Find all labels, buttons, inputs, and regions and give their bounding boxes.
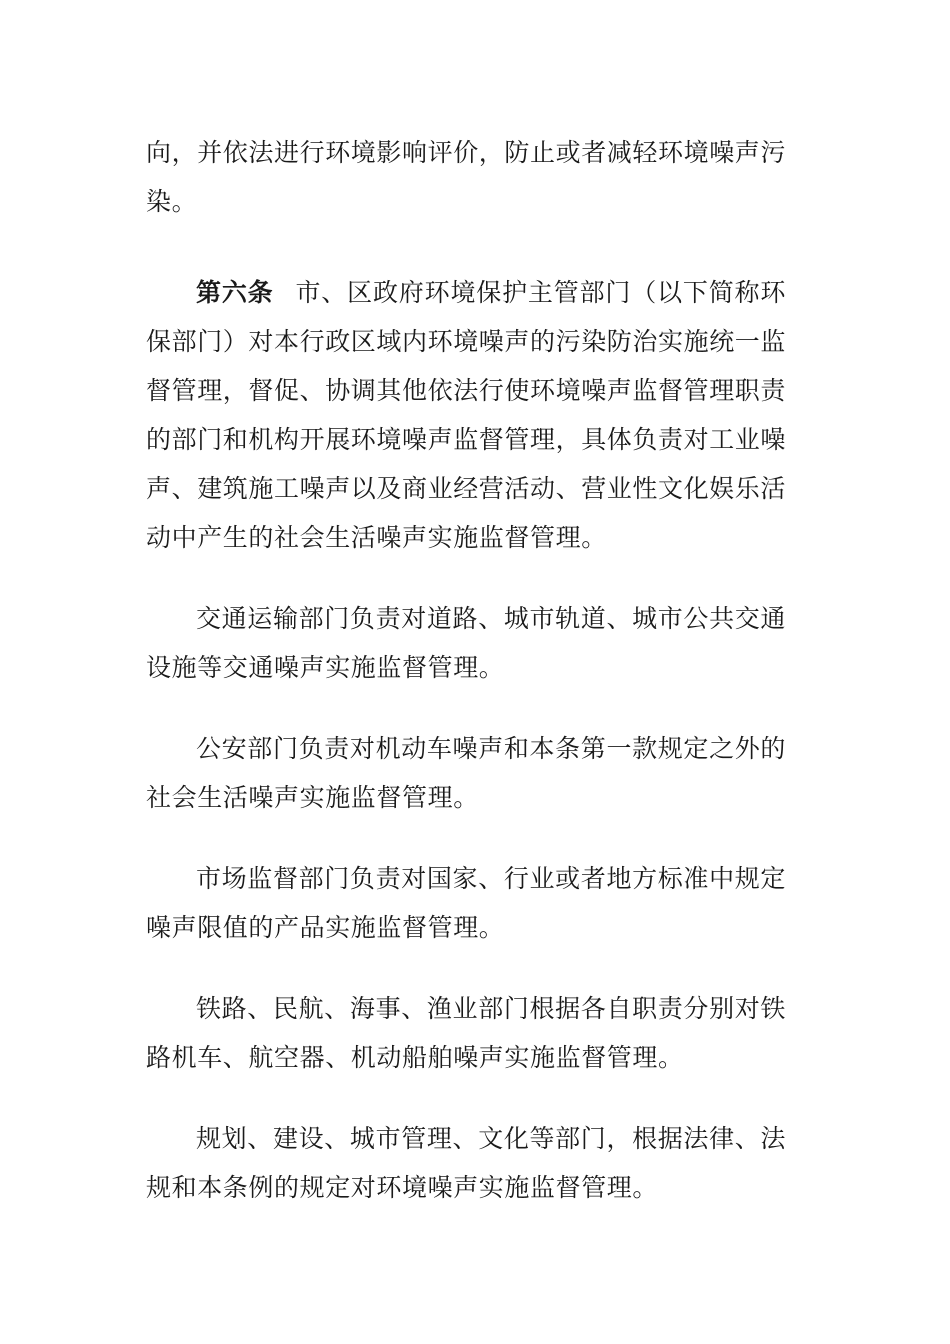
paragraph-market-supervision: 市场监督部门负责对国家、行业或者地方标准中规定噪声限值的产品实施监督管理。	[146, 864, 786, 942]
paragraph-public-security: 公安部门负责对机动车噪声和本条第一款规定之外的社会生活噪声实施监督管理。	[146, 734, 786, 812]
paragraph-continuation: 向，并依法进行环境影响评价，防止或者减轻环境噪声污染。	[146, 138, 787, 216]
document-page	[146, 128, 786, 1212]
paragraph-planning-construction: 规划、建设、城市管理、文化等部门，根据法律、法规和本条例的规定对环境噪声实施监督管理。	[146, 1124, 786, 1202]
article-six-paragraph	[146, 268, 786, 562]
paragraph-transport: 交通运输部门负责对道路、城市轨道、城市公共交通设施等交通噪声实施监督管理。	[146, 604, 786, 682]
article-six-body: 市、区政府环境保护主管部门（以下简称环保部门）对本行政区域内环境噪声的污染防治实施统一监督管理，督促、协调其他依法行使环境噪声监督管理职责的部门和机构开展环境噪声监督管理，具体负责对工业噪声、建筑施工噪声以及商业经营活动、营业性文化娱乐活动中产生的社会生活噪声实施监督管理。	[146, 278, 787, 552]
paragraph-railway-aviation: 铁路、民航、海事、渔业部门根据各自职责分别对铁路机车、航空器、机动船舶噪声实施监督管理。	[146, 994, 786, 1072]
article-six-title: 第六条	[196, 278, 274, 307]
